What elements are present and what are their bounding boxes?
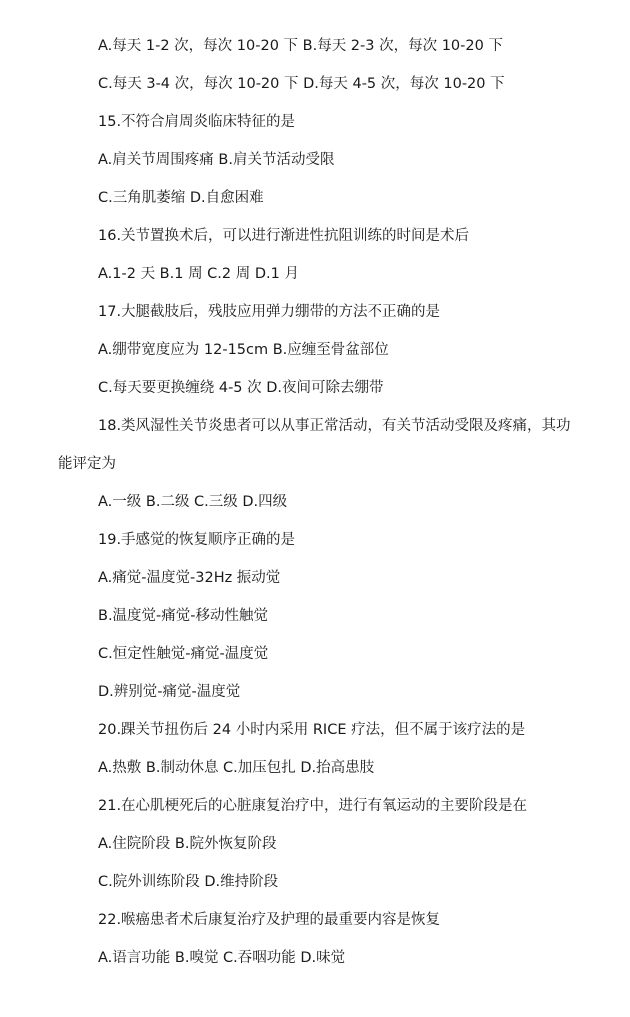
q14-options-cd: C.每天 3-4 次，每次 10-20 下 D.每天 4-5 次，每次 10-20 下 xyxy=(98,76,505,92)
q19-option-d: D.辨别觉-痛觉-温度觉 xyxy=(98,684,241,700)
q17-options-ab: A.绷带宽度应为 12-15cm B.应缠至骨盆部位 xyxy=(98,342,389,358)
question-21: 21.在心肌梗死后的心脏康复治疗中，进行有氧运动的主要阶段是在 xyxy=(98,798,528,814)
q17-options-cd: C.每天要更换缠绕 4-5 次 D.夜间可除去绷带 xyxy=(98,380,384,396)
q18-options: A.一级 B.二级 C.三级 D.四级 xyxy=(98,494,288,510)
question-17: 17.大腿截肢后，残肢应用弹力绷带的方法不正确的是 xyxy=(98,304,441,320)
question-20: 20.踝关节扭伤后 24 小时内采用 RICE 疗法，但不属于该疗法的是 xyxy=(98,722,526,738)
question-15: 15.不符合肩周炎临床特征的是 xyxy=(98,114,296,130)
q15-options-ab: A.肩关节周围疼痛 B.肩关节活动受限 xyxy=(98,152,335,168)
q19-option-a: A.痛觉-温度觉-32Hz 振动觉 xyxy=(98,570,281,586)
question-16: 16.关节置换术后，可以进行渐进性抗阻训练的时间是术后 xyxy=(98,228,470,244)
question-18-continuation: 能评定为 xyxy=(58,456,116,472)
question-19: 19.手感觉的恢复顺序正确的是 xyxy=(98,532,296,548)
q15-options-cd: C.三角肌萎缩 D.自愈困难 xyxy=(98,190,264,206)
question-22: 22.喉癌患者术后康复治疗及护理的最重要内容是恢复 xyxy=(98,912,441,928)
q19-option-b: B.温度觉-痛觉-移动性触觉 xyxy=(98,608,269,624)
q21-options-ab: A.住院阶段 B.院外恢复阶段 xyxy=(98,836,277,852)
q19-option-c: C.恒定性触觉-痛觉-温度觉 xyxy=(98,646,269,662)
q22-options: A.语言功能 B.嗅觉 C.吞咽功能 D.味觉 xyxy=(98,950,346,966)
q21-options-cd: C.院外训练阶段 D.维持阶段 xyxy=(98,874,279,890)
question-18: 18.类风湿性关节炎患者可以从事正常活动，有关节活动受限及疼痛，其功 xyxy=(98,418,571,434)
q16-options: A.1-2 天 B.1 周 C.2 周 D.1 月 xyxy=(98,266,299,282)
q20-options: A.热敷 B.制动休息 C.加压包扎 D.抬高患肢 xyxy=(98,760,375,776)
q14-options-ab: A.每天 1-2 次，每次 10-20 下 B.每天 2-3 次，每次 10-20 下 xyxy=(98,38,503,54)
